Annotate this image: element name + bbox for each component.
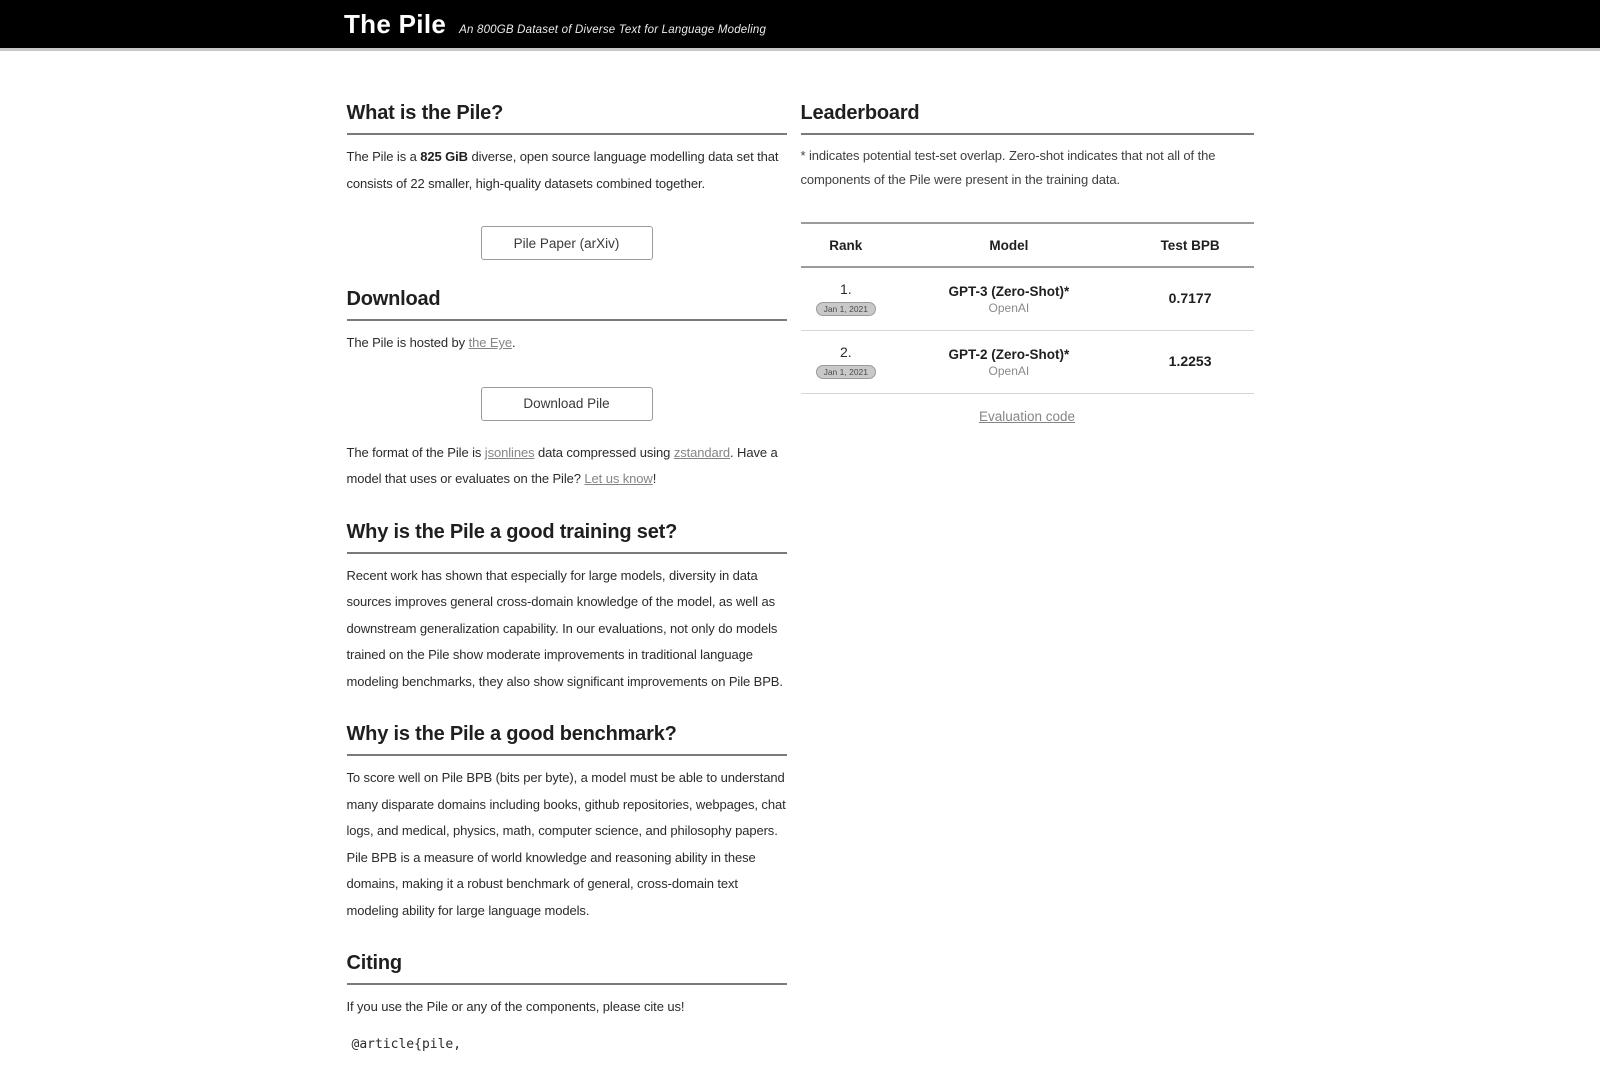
what-size-bold: 825 GiB bbox=[420, 149, 468, 164]
what-text-prefix: The Pile is a bbox=[346, 149, 421, 164]
model-org: OpenAI bbox=[988, 363, 1030, 378]
bpb-cell bbox=[1127, 331, 1254, 394]
section-download bbox=[347, 288, 787, 493]
section-leaderboard bbox=[801, 102, 1254, 424]
rank-number: 2. bbox=[839, 344, 852, 360]
column-header-model: Model bbox=[891, 223, 1127, 267]
leaderboard-note: * indicates potential test-set overlap. Zero-shot indicates that not all of the components of the Pile were present in the training data. bbox=[800, 148, 1216, 187]
hosted-paragraph bbox=[347, 330, 787, 357]
site-title: The Pile bbox=[344, 8, 447, 39]
model-org: OpenAI bbox=[988, 300, 1030, 315]
format-paragraph bbox=[347, 440, 787, 493]
rank-cell bbox=[801, 331, 892, 394]
download-pile-button[interactable]: Download Pile bbox=[481, 387, 653, 421]
model-name: GPT-2 (Zero-Shot)* bbox=[948, 346, 1070, 362]
left-column bbox=[347, 102, 787, 1052]
table-row bbox=[801, 267, 1254, 331]
section-benchmark bbox=[347, 723, 787, 924]
leaderboard-table bbox=[801, 222, 1254, 394]
header bbox=[0, 0, 1600, 51]
training-paragraph: Recent work has shown that especially for large models, diversity in data sources improves general cross-domain knowledge of the model, as well as downstream generalization capability. In our evaluations, not only do models trained on the Pile show moderate improvements in traditional language modeling benchmarks, they also show significant improvements on Pile BPB. bbox=[346, 567, 783, 689]
table-row bbox=[801, 331, 1254, 394]
citation-code-block: @article{pile, bbox=[351, 1036, 462, 1052]
what-text-rest: diverse, open source language modelling data set that consists of 22 smaller, high-quality datasets combined together. bbox=[346, 149, 779, 191]
right-column bbox=[801, 102, 1254, 1052]
section-what-is-the-pile bbox=[347, 102, 787, 260]
format-text-mid: data compressed using bbox=[534, 444, 674, 460]
date-badge: Jan 1, 2021 bbox=[816, 365, 876, 379]
what-paragraph bbox=[347, 144, 787, 197]
training-heading: Why is the Pile a good training set? bbox=[347, 521, 787, 554]
evaluation-code-link[interactable]: Evaluation code bbox=[978, 409, 1076, 424]
hosted-text-prefix: The Pile is hosted by bbox=[346, 335, 469, 350]
format-text-suffix: . bbox=[730, 444, 734, 460]
what-heading: What is the Pile? bbox=[347, 102, 787, 135]
citing-heading: Citing bbox=[347, 952, 787, 985]
header-row bbox=[801, 223, 1254, 267]
let-us-know-link[interactable]: Let us know bbox=[584, 471, 653, 486]
leaderboard-table-head bbox=[801, 223, 1254, 267]
rank-cell bbox=[801, 267, 892, 331]
bpb-value: 1.2253 bbox=[1168, 353, 1212, 369]
leaderboard-table-body bbox=[801, 267, 1254, 394]
section-citing bbox=[347, 952, 787, 1052]
format-text-prefix: The format of the Pile is bbox=[346, 444, 485, 460]
hosted-text-suffix: . bbox=[511, 335, 516, 350]
zstandard-link[interactable]: zstandard bbox=[673, 444, 731, 460]
main-content bbox=[347, 51, 1254, 1052]
benchmark-heading: Why is the Pile a good benchmark? bbox=[347, 723, 787, 756]
download-heading: Download bbox=[347, 288, 787, 321]
header-title-group bbox=[344, 9, 766, 40]
model-text-prefix: Have a model that uses or evaluates on the Pile? bbox=[346, 444, 778, 486]
model-cell bbox=[891, 267, 1127, 331]
column-header-test-bpb: Test BPB bbox=[1127, 223, 1254, 267]
pile-paper-button[interactable]: Pile Paper (arXiv) bbox=[481, 226, 653, 260]
citing-paragraph: If you use the Pile or any of the components, please cite us! bbox=[346, 999, 685, 1014]
date-badge: Jan 1, 2021 bbox=[816, 302, 876, 316]
column-header-rank: Rank bbox=[801, 223, 892, 267]
section-training-set bbox=[347, 521, 787, 696]
benchmark-paragraph: To score well on Pile BPB (bits per byte), a model must be able to understand many disparate domains including books, github repositories, webpages, chat logs, and medical, physics, math, computer science, and philosophy papers. Pile BPB is a measure of world knowledge and reasoning ability in these domains, making it a robust benchmark of general, cross-domain text modeling ability for large language models. bbox=[346, 770, 786, 918]
rank-number: 1. bbox=[839, 281, 852, 297]
bpb-cell bbox=[1127, 267, 1254, 331]
model-name: GPT-3 (Zero-Shot)* bbox=[948, 283, 1070, 299]
model-text-suffix: ! bbox=[652, 471, 657, 486]
leaderboard-heading: Leaderboard bbox=[801, 102, 1254, 135]
jsonlines-link[interactable]: jsonlines bbox=[484, 444, 535, 460]
bpb-value: 0.7177 bbox=[1168, 290, 1212, 306]
model-cell bbox=[891, 331, 1127, 394]
the-eye-link[interactable]: the Eye bbox=[468, 335, 512, 350]
site-subtitle: An 800GB Dataset of Diverse Text for Language Modeling bbox=[459, 23, 767, 36]
